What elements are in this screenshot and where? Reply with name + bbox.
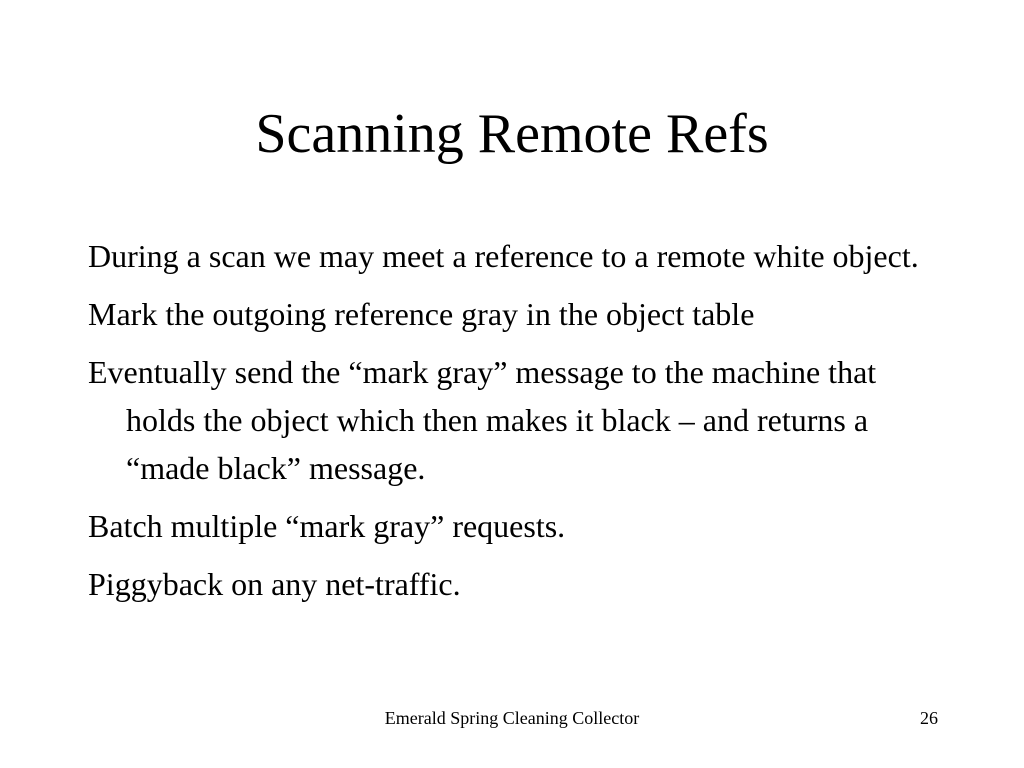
page-number: 26 — [920, 708, 938, 728]
slide-title: Scanning Remote Refs — [255, 103, 769, 165]
bullet-item: Batch multiple “mark gray” requests. — [88, 508, 566, 544]
bullet-item: Piggyback on any net-traffic. — [88, 566, 461, 602]
bullet-item: Mark the outgoing reference gray in the object table — [88, 296, 755, 332]
footer-text: Emerald Spring Cleaning Collector — [384, 708, 640, 728]
bullet-item: Eventually send the “mark gray” message to the machine that holds the object which then makes it black – and returns a “made black” message. — [88, 354, 877, 486]
bullet-item: During a scan we may meet a reference to a remote white object. — [88, 238, 919, 274]
bullet-list — [88, 232, 948, 618]
